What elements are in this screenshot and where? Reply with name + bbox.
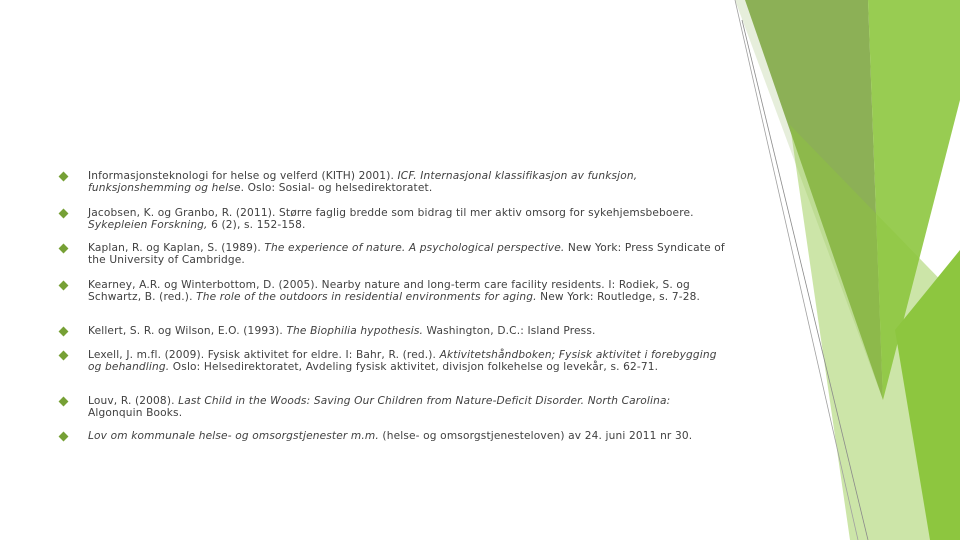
reference-title: Lov om kommunale helse- og omsorgstjenester m.m.	[88, 430, 379, 442]
reference-title: The experience of nature. A psychological perspective.	[264, 242, 565, 254]
reference-segment: New York: Press Syndicate of the University of Cambridge.	[88, 242, 725, 266]
reference-text	[88, 171, 728, 194]
reference-text	[88, 431, 728, 443]
reference-title: Last Child in the Woods: Saving Our Children from Nature-Deficit Disorder. North Carolina:	[178, 395, 671, 407]
reference-segment: Algonquin Books.	[88, 406, 183, 419]
reference-text	[88, 350, 728, 373]
reference-segment: . Oslo: Sosial- og helsedirektoratet.	[240, 181, 433, 194]
reference-title: The Biophilia hypothesis.	[286, 325, 424, 337]
reference-text	[88, 396, 728, 419]
reference-segment: Informasjonsteknologi for helse og velferd (KITH) 2001).	[88, 170, 398, 182]
reference-segment: Jacobsen, K. og Granbo, R. (2011). Større faglig bredde som bidrag til mer aktiv omsorg for sykehjemsbeboere.	[88, 207, 694, 219]
reference-segment: 6 (2), s. 152-158.	[207, 218, 306, 231]
reference-segment: Kearney, A.R. og Winterbottom, D. (2005). Nearby nature and long-term care facility residents. I: Rodiek, S. og Schwartz, B. (red.).	[88, 279, 690, 303]
reference-title: ICF. Internasjonal klassifikasjon av funksjon, funksjonshemming og helse	[88, 170, 638, 194]
reference-segment: Washington, D.C.: Island Press.	[423, 325, 596, 337]
reference-text	[88, 280, 728, 303]
reference-segment: Kaplan, R. og Kaplan, S. (1989).	[88, 242, 265, 254]
reference-segment: Oslo: Helsedirektoratet, Avdeling fysisk aktivitet, divisjon folkehelse og levekår, s. 62-71.	[169, 360, 659, 373]
reference-segment: Louv, R. (2008).	[88, 395, 179, 407]
reference-title: Aktivitetshåndboken; Fysisk aktivitet i forebygging og behandling.	[88, 349, 717, 373]
reference-segment: Kellert, S. R. og Wilson, E.O. (1993).	[88, 325, 287, 337]
reference-text	[88, 326, 728, 338]
reference-text	[88, 243, 728, 266]
reference-title: The role of the outdoors in residential environments for aging.	[196, 290, 537, 303]
reference-segment: Lexell, J. m.fl. (2009). Fysisk aktivitet for eldre. I: Bahr, R. (red.).	[88, 349, 440, 361]
reference-segment: (helse- og omsorgstjenesteloven) av 24. juni 2011 nr 30.	[378, 430, 693, 442]
reference-segment: New York: Routledge, s. 7-28.	[536, 290, 700, 303]
reference-text	[88, 208, 728, 231]
reference-title: Sykepleien Forskning,	[88, 218, 208, 231]
